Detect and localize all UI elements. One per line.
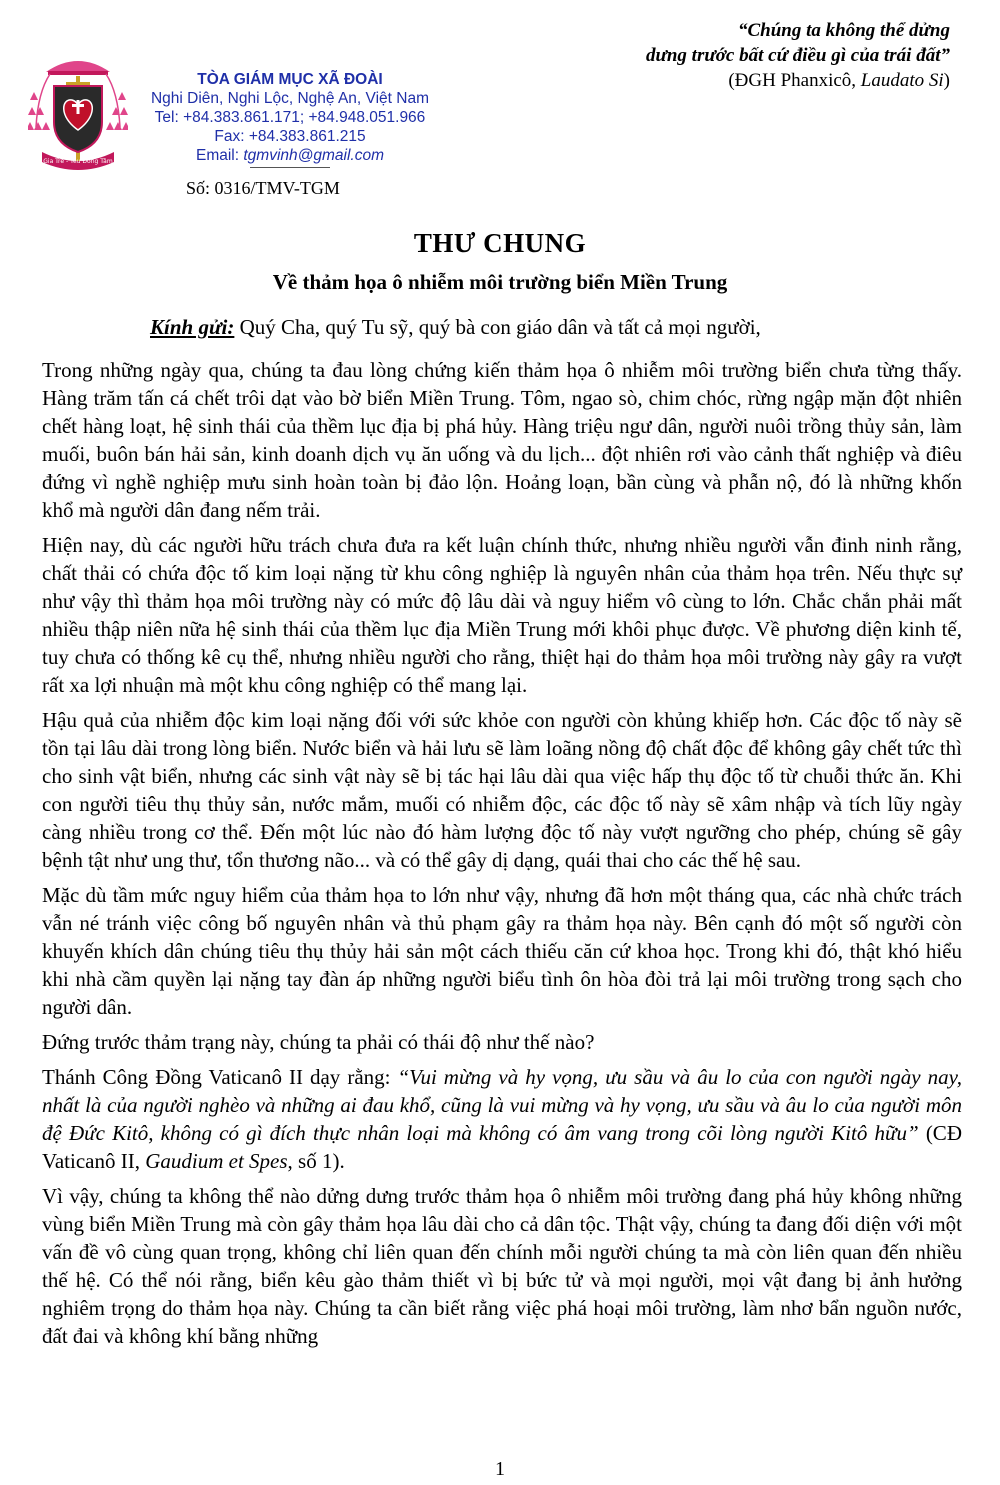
paragraph-6 [42,1063,962,1175]
paragraph-7: Vì vậy, chúng ta không thể nào dửng dưng trước thảm họa ô nhiễm môi trường đang phá hủy không những vùng biển Miền Trung mà còn gây thảm họa lâu dài cho cả dân tộc. Thật vậy, chúng ta đang đối diện với một vấn đề vô cùng quan trọng, không chỉ liên quan đến chính mỗi người chúng ta mà còn liên quan đến nhiều thế hệ. Có thể nói rằng, biển kêu gào thảm thiết vì bị bức tử và mọi người, mọi vật đang bị ảnh hưởng nghiêm trọng do thảm họa này. Chúng ta cần biết rằng việc phá hoại môi trường, làm nhơ bẩn nguồn nước, đất đai và không khí bằng những [42,1184,962,1348]
epigraph-line-2: dưng trước bất cứ điều gì của trái đất” [645,45,950,66]
page-title: THƯ CHUNG [413,228,587,258]
org-fax: Fax: +84.383.861.215 [214,128,366,145]
paragraph-4: Mặc dù tầm mức nguy hiểm của thảm họa to lớn như vậy, nhưng đã hơn một tháng qua, các nhà chức trách vẫn né tránh việc công bố nguyên nhân và thủ phạm gây ra thảm họa này. Bên cạnh đó một số người còn khuyến khích dân chúng tiêu thụ thủy hải sản một cách thiếu căn cứ khoa học. Trong khi đó, thật khó hiểu khi nhà cầm quyền lại nặng tay đàn áp những người biểu tình ôn hòa đòi trả lại môi trường trong sạch cho người dân. [42,883,962,1019]
epigraph-source-suffix: ) [943,70,950,91]
org-name: TÒA GIÁM MỤC XÃ ĐOÀI [197,71,383,88]
letter-body [42,356,962,1357]
org-email-line [125,146,455,165]
org-email[interactable]: tgmvinh@gmail.com [243,147,384,164]
paragraph-2: Hiện nay, dù các người hữu trách chưa đưa ra kết luận chính thức, nhưng nhiều người vẫn đinh ninh rằng, chất thải có chứa độc tố kim loại nặng từ khu công nghiệp là nguyên nhân của thảm họa trên. Nếu thực sự như vậy thì thảm họa môi trường này có mức độ lâu dài và nguy hiểm vô cùng to lớn. Chắc chắn phải mất nhiều thập niên nữa hệ sinh thái của thềm lục địa Miền Trung mới khôi phục được. Về phương diện kinh tế, tuy chưa có thống kê cụ thể, nhưng nhiều người cho rằng, thiệt hại do thảm họa môi trường này gây ra vượt rất xa lợi nhuận mà một khu công nghiệp có thể mang lại. [42,533,962,697]
diocese-coat-of-arms-icon [28,52,128,170]
paragraph-3: Hậu quả của nhiễm độc kim loại nặng đối với sức khỏe con người còn khủng khiếp hơn. Các độc tố này sẽ tồn tại lâu dài trong lòng biển. Nước biển và hải lưu sẽ làm loãng nồng độ chất độc để không gây chết tức thì cho sinh vật biển, nhưng các sinh vật này sẽ bị tác hại lâu dài qua việc hấp thụ độc tố từ chuỗi thức ăn. Khi con người tiêu thụ thủy sản, nước mắm, muối có nhiễm độc, các độc tố này sẽ xâm nhập và tích lũy ngày càng nhiều trong cơ thể. Đến một lúc nào đó hàm lượng độc tố này vượt ngưỡng cho phép, chúng sẽ gây bệnh tật như ung thư, tổn thương não... và có thể gây dị dạng, quái thai cho các thế hệ sau. [42,708,962,872]
org-tel: Tel: +84.383.861.171; +84.948.051.966 [154,109,426,126]
salutation-label: Kính gửi: [150,315,235,339]
epigraph-source-prefix: (ĐGH Phanxicô, [728,70,861,91]
page-subtitle: Về thảm họa ô nhiễm môi trường biển Miền Trung [272,270,728,294]
paragraph-6-cite-suffix: , số 1). [287,1149,345,1173]
org-email-label: Email: [195,147,244,164]
org-address: Nghi Diên, Nghi Lộc, Nghệ An, Việt Nam [150,90,429,107]
paragraph-5: Đứng trước thảm trạng này, chúng ta phải có thái độ như thế nào? [42,1030,595,1054]
org-divider [250,167,330,168]
paragraph-1: Trong những ngày qua, chúng ta đau lòng chứng kiến thảm họa ô nhiễm môi trường biển chưa từng thấy. Hàng trăm tấn cá chết trôi dạt vào bờ biển Miền Trung. Tôm, ngao sò, chim chóc, rừng ngập mặn đột nhiên chết hàng loạt, hệ sinh thái của thềm lục địa bị phá hủy. Hàng triệu ngư dân, người nuôi trồng thủy sản, làm muối, buôn bán hải sản, kinh doanh dịch vụ ăn uống và du lịch... đột nhiên rơi vào cảnh thất nghiệp và điêu đứng vì nghề nghiệp mưu sinh hoàn toàn bị đảo lộn. Hoảng loạn, bần cùng và phẫn nộ, đó là những khốn khổ mà người dân đang nếm trải. [42,358,962,522]
epigraph-source [646,68,950,93]
logo-motto: Gia Trẻ - Yêu Đồng Tâm [43,158,113,165]
paragraph-6-quote: “Vui mừng và hy vọng, ưu sầu và âu lo của con người ngày nay, nhất là của người nghèo và những ai đau khổ, cũng là vui mừng và hy vọng, ưu sầu và âu lo của người môn đệ Đức Kitô, không có gì đích thực nhân loại mà không có âm vang trong cõi lòng người Kitô hữu” [42,1065,963,1145]
paragraph-6-cite-prefix: (CĐ Vaticanô II, [42,1121,962,1173]
salutation [150,315,761,340]
salutation-text: Quý Cha, quý Tu sỹ, quý bà con giáo dân và tất cả mọi người, [234,315,761,339]
epigraph-source-title: Laudato Si [860,70,944,91]
paragraph-6-cite-title: Gaudium et Spes [145,1149,288,1173]
organization-header [125,70,455,168]
reference-number: Số: 0316/TMV-TGM [186,178,340,198]
epigraph-line-1: “Chúng ta không thể dửng [737,20,950,41]
epigraph [646,18,950,93]
page-number: 1 [495,1458,505,1480]
paragraph-6-intro: Thánh Công Đồng Vaticanô II dạy rằng: [42,1065,398,1089]
